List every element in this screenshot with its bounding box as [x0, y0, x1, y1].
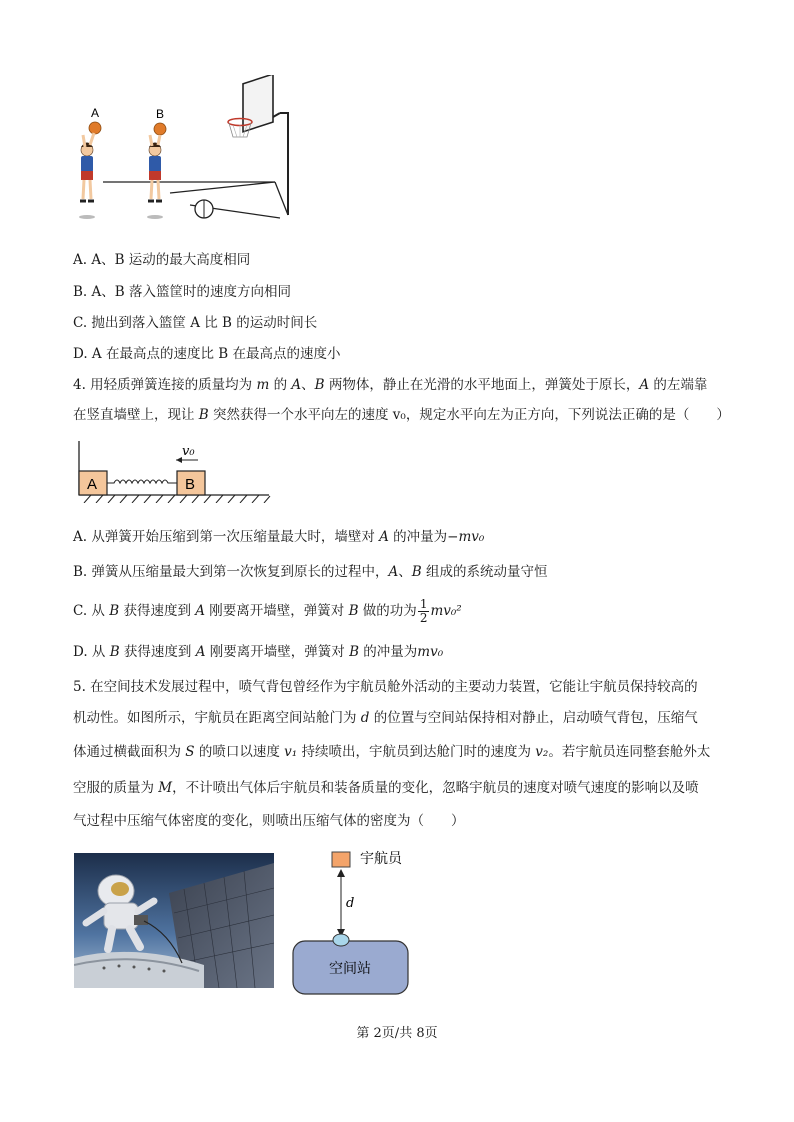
- q5-stem-line2: 机动性。如图所示，宇航员在距离空间站舱门为 d 的位置与空间站保持相对静止，启动喷气背包，压缩气: [73, 710, 698, 726]
- block-b-label: B: [185, 476, 196, 493]
- q4-option-d: D. 从 B 获得速度到 A 刚要离开墙壁，弹簧对 B 的冲量为mv₀: [73, 644, 444, 660]
- player-b: [147, 123, 166, 219]
- station-diagram: [290, 845, 420, 997]
- q5-stem-line4: 空服的质量为 M，不计喷出气体后宇航员和装备质量的变化，忽略宇航员的速度对喷气速度的影响以及喷: [73, 780, 699, 796]
- q5-stem-line5: 气过程中压缩气体密度的变化，则喷出压缩气体的密度为（ ）: [73, 813, 465, 829]
- q5-stem-line1: 5. 在空间技术发展过程中，喷气背包曾经作为宇航员舱外活动的主要动力装置，它能让宇航员保持较高的: [73, 679, 698, 695]
- distance-d-label: d: [346, 896, 355, 911]
- player-a: [79, 122, 101, 219]
- fraction-half: $\frac{1}{2}$: [419, 597, 428, 625]
- label-a: A: [91, 106, 100, 120]
- q4-option-a: A. 从弹簧开始压缩到第一次压缩量最大时，墙壁对 A 的冲量为−mv₀: [73, 529, 485, 545]
- q3-option-a: A. A、B 运动的最大高度相同: [73, 252, 251, 268]
- block-a-label: A: [87, 476, 98, 493]
- spring-figure: [74, 437, 274, 503]
- q3-option-d: D. A 在最高点的速度比 B 在最高点的速度小: [73, 346, 341, 362]
- q4-option-b: B. 弹簧从压缩量最大到第一次恢复到原长的过程中，A、B 组成的系统动量守恒: [73, 564, 548, 580]
- basketball-figure: [70, 75, 300, 225]
- astronaut-photo: [74, 853, 274, 988]
- q4-option-c: C. 从 B 获得速度到 A 刚要离开墙壁，弹簧对 B 做的功为 $\frac{1}{2}$ mv₀²: [73, 597, 462, 625]
- q3-option-b: B. A、B 落入篮筐时的速度方向相同: [73, 284, 291, 300]
- v0-label: v₀: [182, 444, 195, 459]
- q3-option-c: C. 抛出到落入篮筐 A 比 B 的运动时间长: [73, 315, 318, 331]
- q4-stem-line2: 在竖直墙壁上，现让 B 突然获得一个水平向左的速度 v₀，规定水平向左为正方向，下列说法正确的是（ ）: [73, 407, 730, 423]
- station-label: 空间站: [329, 960, 371, 976]
- page-footer: 第 2页/共 8页: [356, 1026, 438, 1041]
- label-b: B: [156, 107, 165, 121]
- q4-stem-line1: 4. 用轻质弹簧连接的质量均为 m 的 A、B 两物体，静止在光滑的水平地面上，弹簧处于原长，A 的左端靠: [73, 377, 708, 393]
- q5-stem-line3: 体通过横截面积为 S 的喷口以速度 v₁ 持续喷出，宇航员到达舱门时的速度为 v₂。若宇航员连同整套舱外太: [73, 744, 711, 760]
- astronaut-label: 宇航员: [360, 850, 402, 866]
